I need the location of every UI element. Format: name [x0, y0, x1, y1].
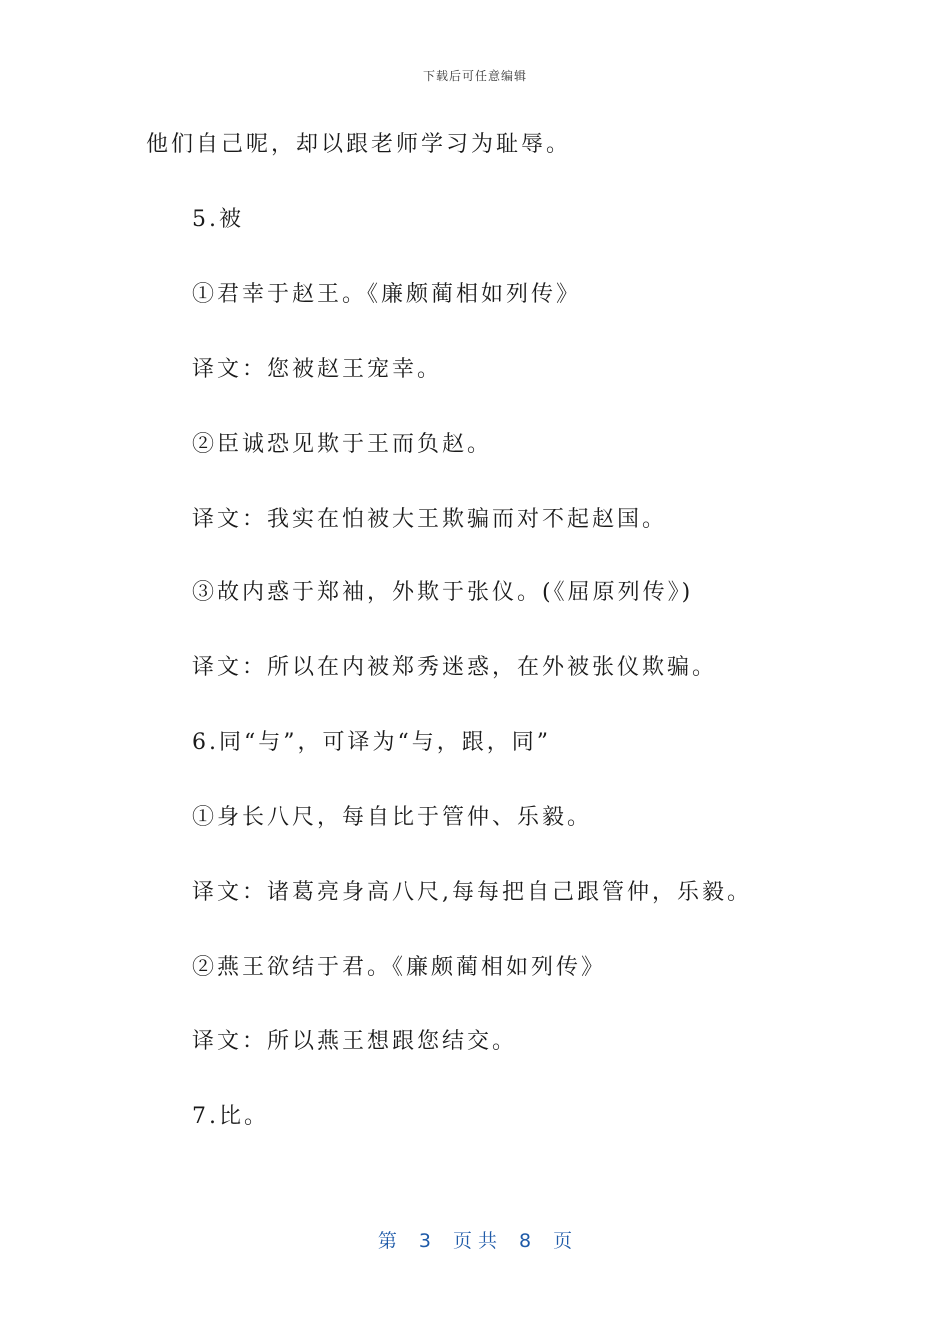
footer-current-page: 3	[418, 1230, 431, 1252]
example-1: ①君幸于赵王。《廉颇蔺相如列传》	[192, 282, 582, 307]
translation-4: 译文：诸葛亮身高八尺,每每把自己跟管仲，乐毅。	[192, 880, 752, 905]
translation-2: 译文：我实在怕被大王欺骗而对不起赵国。	[192, 507, 668, 532]
footer-total-pages: 8	[519, 1230, 532, 1252]
translation-3: 译文：所以在内被郑秀迷惑，在外被张仪欺骗。	[192, 655, 718, 680]
page-header-note: 下载后可任意编辑	[422, 69, 527, 83]
footer-suffix: 页	[553, 1230, 573, 1252]
section-heading-6: 6.同“与”，可译为“与，跟，同”	[192, 730, 551, 755]
section-heading-5: 5.被	[192, 207, 244, 232]
translation-1: 译文：您被赵王宠幸。	[192, 357, 443, 382]
example-4: ①身长八尺，每自比于管仲、乐毅。	[192, 805, 593, 830]
text-line-continuation: 他们自己呢，却以跟老师学习为耻辱。	[146, 132, 572, 157]
page-footer	[0, 1226, 950, 1253]
footer-middle: 页 共	[452, 1230, 498, 1252]
translation-5: 译文：所以燕王想跟您结交。	[192, 1029, 518, 1054]
example-3: ③故内惑于郑袖，外欺于张仪。(《屈原列传》)	[192, 580, 694, 605]
section-heading-7: 7.比。	[192, 1104, 269, 1129]
example-5: ②燕王欲结于君。《廉颇蔺相如列传》	[192, 955, 607, 980]
example-2: ②臣诚恐见欺于王而负赵。	[192, 432, 493, 457]
footer-prefix: 第	[377, 1230, 397, 1252]
